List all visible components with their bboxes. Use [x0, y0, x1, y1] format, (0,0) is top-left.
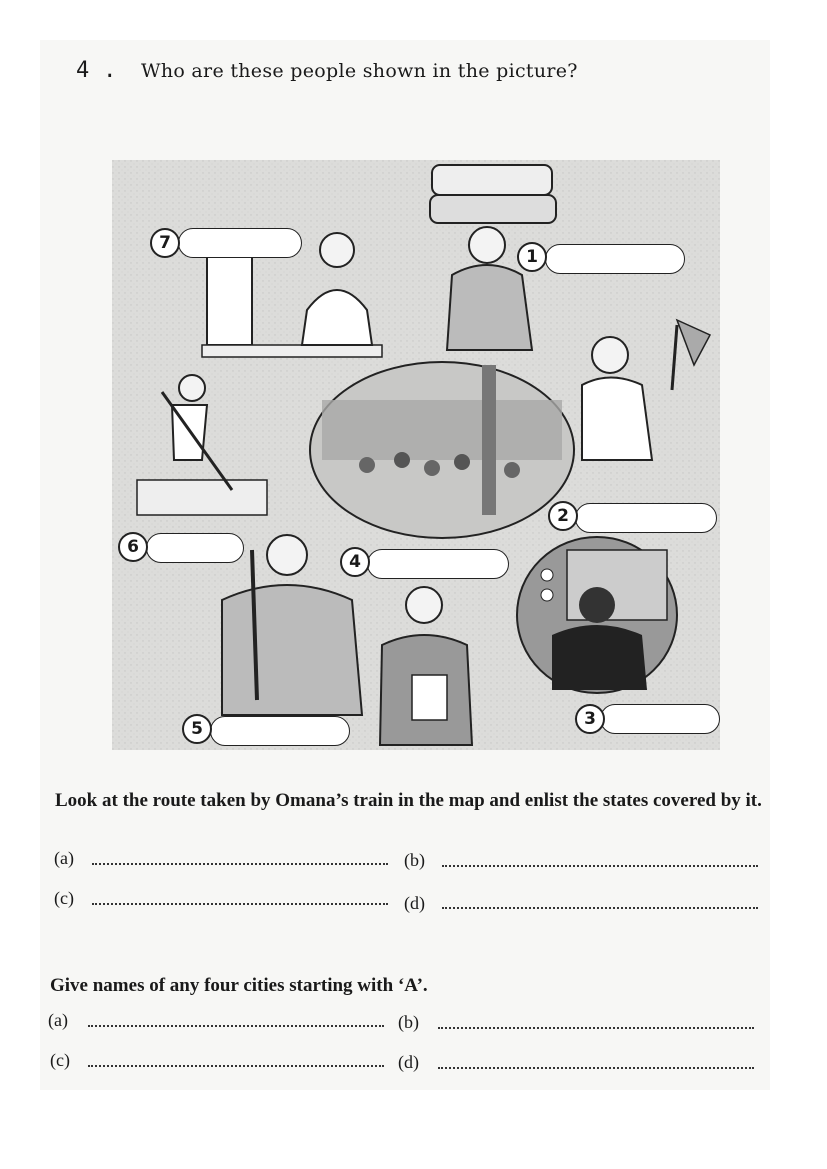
label-box-5[interactable]	[210, 716, 350, 746]
label-number-1: 1	[517, 242, 547, 272]
label-number-4: 4	[340, 547, 370, 577]
question-4-title	[76, 58, 578, 83]
option-d-label: (d)	[398, 1052, 419, 1072]
answer-line-c[interactable]	[88, 1064, 384, 1067]
question-6-answers	[0, 1010, 827, 1080]
answer-line-c[interactable]	[92, 902, 388, 905]
label-number-7: 7	[150, 228, 180, 258]
label-box-6[interactable]	[146, 533, 244, 563]
answer-line-b[interactable]	[438, 1026, 754, 1029]
platform-scene	[310, 362, 574, 538]
question-number: 4 .	[76, 58, 117, 83]
label-box-1[interactable]	[545, 244, 685, 274]
label-box-2[interactable]	[575, 503, 717, 533]
option-b-label: (b)	[404, 850, 425, 870]
option-d-label: (d)	[404, 893, 425, 913]
option-c-label: (c)	[54, 888, 74, 908]
option-c-label: (c)	[50, 1050, 70, 1070]
label-box-7[interactable]	[178, 228, 302, 258]
question-5-text: Look at the route taken by Omana’s train in the map and enlist the states covered by it.	[55, 790, 762, 811]
label-box-3[interactable]	[600, 704, 720, 734]
label-number-5: 5	[182, 714, 212, 744]
answer-line-b[interactable]	[442, 864, 758, 867]
answer-line-d[interactable]	[442, 906, 758, 909]
question-5-answers	[0, 848, 827, 928]
label-box-4[interactable]	[367, 549, 509, 579]
option-a-label: (a)	[54, 848, 74, 868]
label-number-3: 3	[575, 704, 605, 734]
driver-figure	[517, 537, 677, 693]
label-number-2: 2	[548, 501, 578, 531]
option-a-label: (a)	[48, 1010, 68, 1030]
answer-line-a[interactable]	[88, 1024, 384, 1027]
label-number-6: 6	[118, 532, 148, 562]
answer-line-d[interactable]	[438, 1066, 754, 1069]
question-6-text: Give names of any four cities starting with ‘A’.	[50, 975, 428, 996]
answer-line-a[interactable]	[92, 862, 388, 865]
option-b-label: (b)	[398, 1012, 419, 1032]
question-4-text: Who are these people shown in the picture?	[140, 60, 578, 82]
